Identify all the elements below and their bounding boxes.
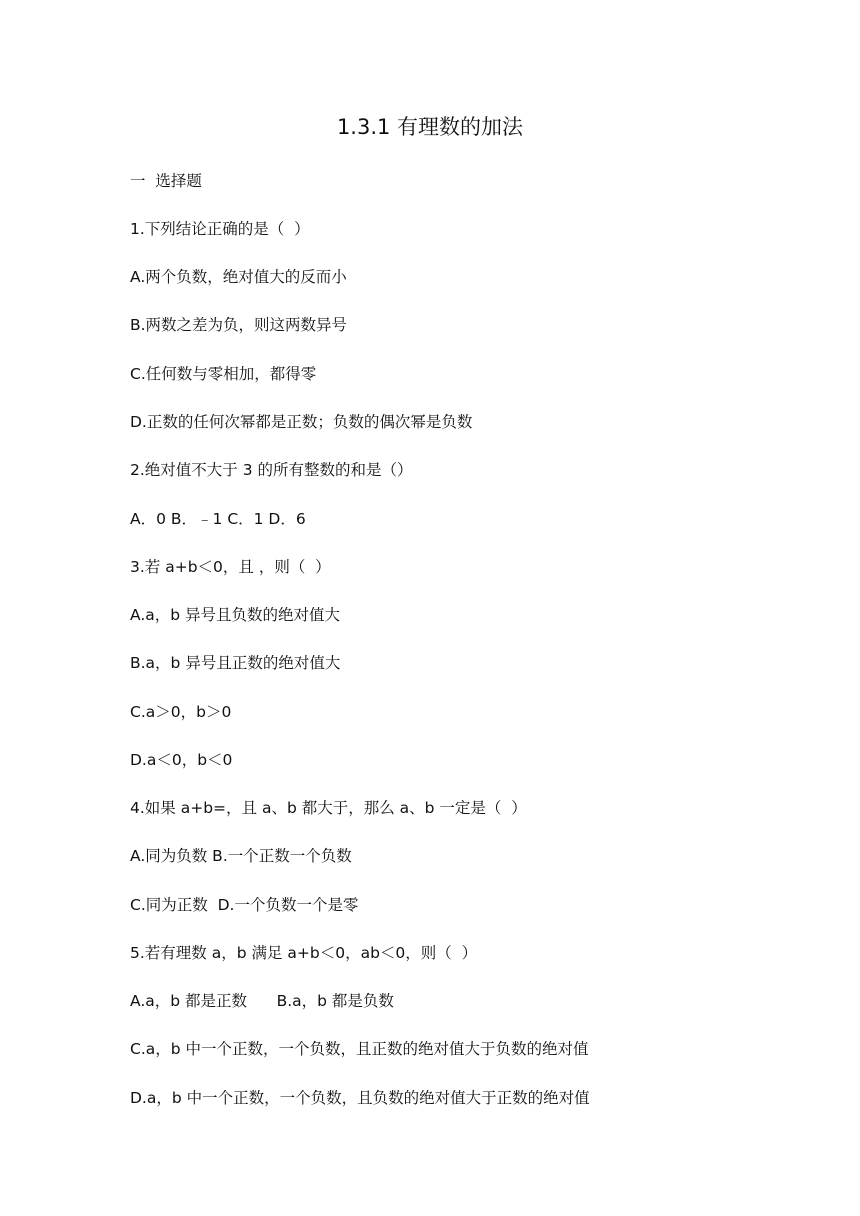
- question-4-options-ab: A.同为负数 B.一个正数一个负数: [130, 847, 352, 865]
- question-5-option-c: C.a，b 中一个正数，一个负数，且正数的绝对值大于负数的绝对值: [130, 1040, 589, 1058]
- question-5-options-ab: A.a，b 都是正数 B.a，b 都是负数: [130, 992, 394, 1010]
- question-5: 5.若有理数 a，b 满足 a+b＜0，ab＜0，则（ ）: [130, 944, 478, 962]
- section-heading: 一 选择题: [130, 172, 202, 190]
- question-3-option-c: C.a＞0，b＞0: [130, 703, 232, 721]
- question-3: 3.若 a+b＜0，且 ，则（ ）: [130, 558, 331, 576]
- document-title: 1.3.1 有理数的加法: [336, 115, 524, 139]
- question-3-option-d: D.a＜0，b＜0: [130, 751, 233, 769]
- question-4: 4.如果 a+b=，且 a、b 都大于，那么 a、b 一定是（ ）: [130, 799, 527, 817]
- question-3-option-b: B.a，b 异号且正数的绝对值大: [130, 654, 341, 672]
- question-5-option-d: D.a，b 中一个正数，一个负数，且负数的绝对值大于正数的绝对值: [130, 1089, 590, 1107]
- question-1-option-d: D.正数的任何次幂都是正数；负数的偶次幂是负数: [130, 413, 473, 431]
- question-4-options-cd: C.同为正数 D.一个负数一个是零: [130, 896, 359, 914]
- question-2: 2.绝对值不大于 3 的所有整数的和是（）: [130, 461, 413, 479]
- question-1-option-c: C.任何数与零相加，都得零: [130, 365, 317, 383]
- question-2-options: A．0 B．﹣1 C．1 D．6: [130, 510, 306, 528]
- question-1-option-b: B.两数之差为负，则这两数异号: [130, 316, 348, 334]
- question-1: 1.下列结论正确的是（ ）: [130, 220, 310, 238]
- question-1-option-a: A.两个负数，绝对值大的反而小: [130, 268, 347, 286]
- question-3-option-a: A.a，b 异号且负数的绝对值大: [130, 606, 341, 624]
